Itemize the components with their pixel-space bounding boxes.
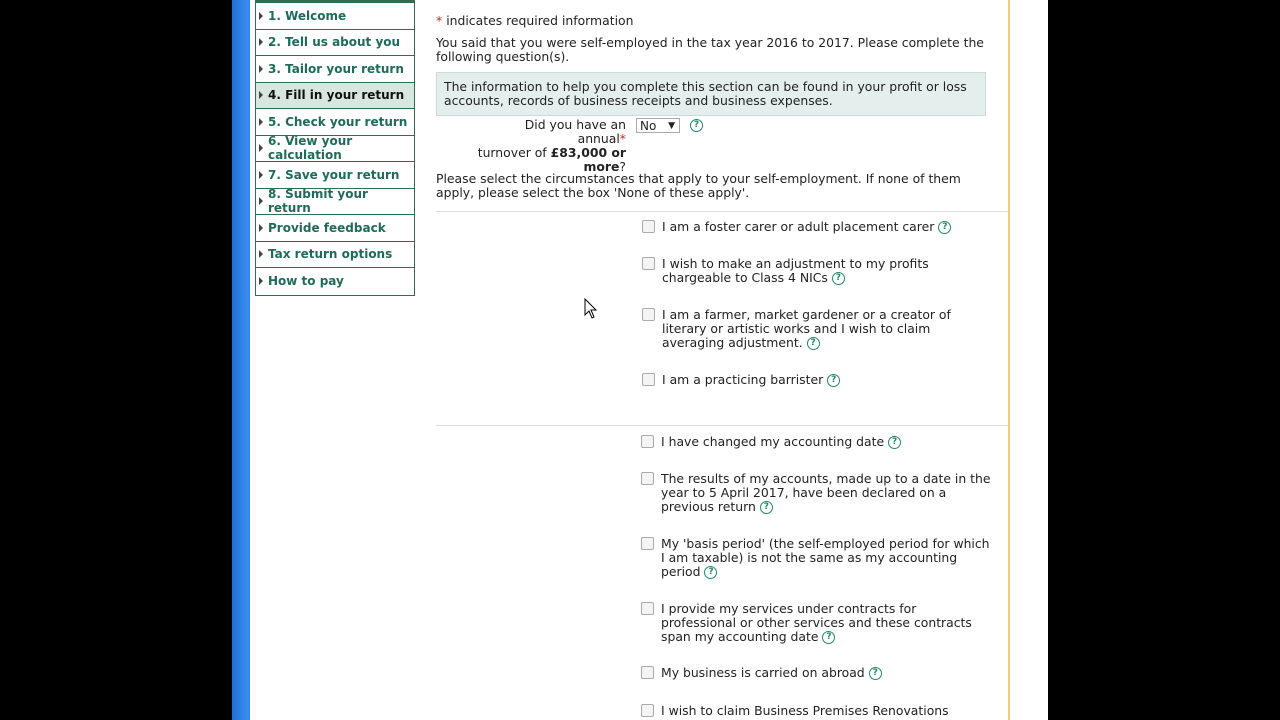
arrow-right-icon [259,65,263,73]
divider [436,211,1008,212]
mouse-cursor-icon [584,298,598,320]
option-contracts-span-date: I provide my services under contracts for professional or other services and these contracts span my accounting date ? [641,602,991,644]
info-box: The information to help you complete this section can be found in your profit or loss accounts, records of business receipts and business expenses. [436,72,986,116]
help-icon[interactable]: ? [822,631,835,644]
arrow-right-icon [259,91,263,99]
circumstances-text: Please select the circumstances that apply to your self-employment. If none of them apply, please select the box 'None of these apply'. [436,171,961,200]
sidebar-item-tax-return-options[interactable]: Tax return options [256,242,414,269]
help-icon[interactable]: ? [827,374,840,387]
checkbox[interactable] [641,666,654,679]
help-icon[interactable]: ? [869,667,882,680]
turnover-select[interactable]: No ▼ [636,118,680,133]
arrow-right-icon [259,197,263,205]
arrow-right-icon [259,38,263,46]
option-class4-adjustment: I wish to make an adjustment to my profits chargeable to Class 4 NICs ? [642,257,992,285]
checkbox[interactable] [641,435,654,448]
help-icon[interactable]: ? [690,119,703,132]
sidebar-item-fill-in-your-return[interactable]: 4. Fill in your return [256,83,414,110]
sidebar-item-welcome[interactable]: 1. Welcome [256,3,414,30]
dropdown-caret-icon: ▼ [668,121,675,131]
page [250,0,1048,720]
required-info-note: * indicates required information [436,13,634,28]
option-barrister: I am a practicing barrister ? [642,373,992,387]
sidebar-item-check-your-return[interactable]: 5. Check your return [256,109,414,136]
option-basis-period: My 'basis period' (the self-employed period for which I am taxable) is not the same as my accounting period ? [641,537,991,579]
option-business-abroad: My business is carried on abroad ? [641,666,991,680]
sidebar-item-view-your-calculation[interactable]: 6. View your calculation [256,136,414,163]
checkbox[interactable] [641,537,654,550]
intro-text: You said that you were self-employed in the tax year 2016 to 2017. Please complete the following question(s). [436,35,984,64]
arrow-right-icon [259,12,263,20]
sidebar-item-tailor-your-return[interactable]: 3. Tailor your return [256,56,414,83]
checkbox[interactable] [641,602,654,615]
divider [436,425,1008,426]
arrow-right-icon [259,144,263,152]
sidebar-item-provide-feedback[interactable]: Provide feedback [256,215,414,242]
help-icon[interactable]: ? [938,221,951,234]
checkbox[interactable] [641,704,654,717]
help-icon[interactable]: ? [807,337,820,350]
required-star: * [436,13,443,28]
option-business-premises-renovations: I wish to claim Business Premises Renovations [641,704,991,718]
turnover-question-label: Did you have an annual* turnover of £83,000 or more? [477,117,626,174]
arrow-right-icon [259,224,263,232]
help-icon[interactable]: ? [704,566,717,579]
checkbox[interactable] [642,308,655,321]
option-farmer-averaging: I am a farmer, market gardener or a creator of literary or artistic works and I wish to claim averaging adjustment. ? [642,308,992,350]
option-changed-accounting-date: I have changed my accounting date ? [641,435,991,449]
help-icon[interactable]: ? [760,501,773,514]
sidebar-item-save-your-return[interactable]: 7. Save your return [256,162,414,189]
option-previous-return: The results of my accounts, made up to a date in the year to 5 April 2017, have been declared on a previous return ? [641,472,991,514]
arrow-right-icon [259,171,263,179]
page-right-border [1008,0,1010,720]
option-foster-carer: I am a foster carer or adult placement carer ? [642,220,992,234]
help-icon[interactable]: ? [832,272,845,285]
sidebar-nav [255,0,415,296]
arrow-right-icon [259,118,263,126]
checkbox[interactable] [641,472,654,485]
sidebar-item-tell-us-about-you[interactable]: 2. Tell us about you [256,30,414,57]
arrow-right-icon [259,250,263,258]
checkbox[interactable] [642,257,655,270]
checkbox[interactable] [642,373,655,386]
sidebar-item-how-to-pay[interactable]: How to pay [256,268,414,295]
sidebar-item-submit-your-return[interactable]: 8. Submit your return [256,189,414,216]
arrow-right-icon [259,277,263,285]
help-icon[interactable]: ? [888,436,901,449]
checkbox[interactable] [642,220,655,233]
